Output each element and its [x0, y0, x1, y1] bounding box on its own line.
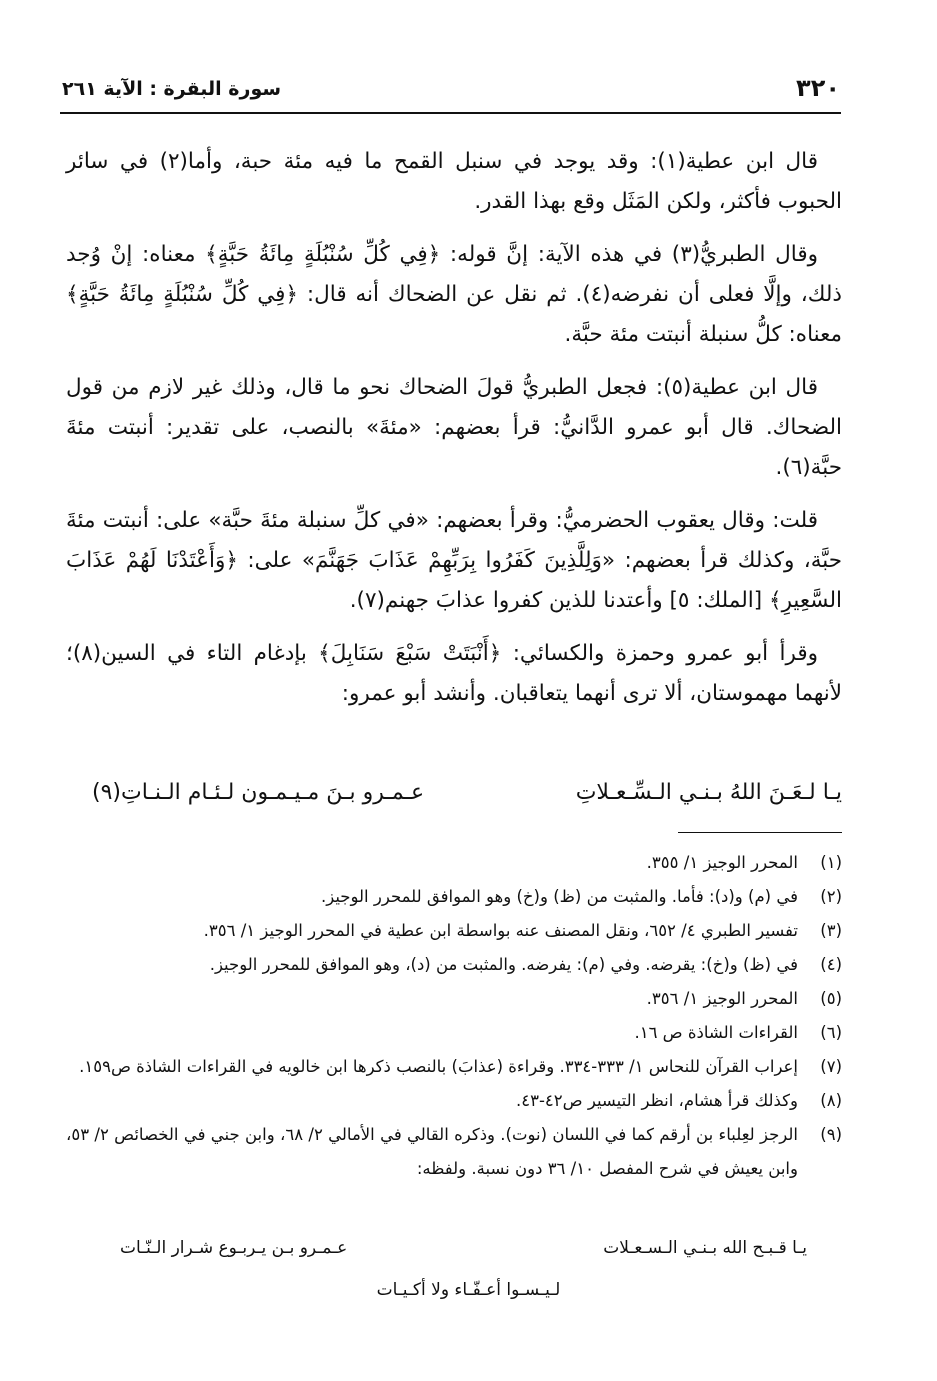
paragraph-1: قال ابن عطية(١): وقد يوجد في سنبل القمح ما فيه مئة حبة، وأما(٢) في سائر الحبوب فأكثر، ولكن المَثَل وقع بهذا القدر. — [66, 149, 842, 214]
footnote-number: (٣) — [820, 921, 842, 940]
footnote-verse-line-2: لـيـسـوا أعـفّـاء ولا أكـيـات — [376, 1280, 561, 1300]
footnote — [66, 880, 842, 914]
footnote-text: المحرر الوجيز ١/ ٣٥٦. — [646, 989, 798, 1008]
footnote-verse — [120, 1238, 807, 1268]
paragraph-4: قلت: وقال يعقوب الحضرميُّ: وقرأ بعضهم: «في كلِّ سنبلة مئةَ حبَّة» على: أنبتت مئةَ حبَّة، وكذلك قرأ بعضهم: «وَلِلَّذِينَ كَفَرُوا بِرَبِّهِمْ عَذَابَ جَهَنَّمَ» على: ﴿وَأَعْتَدْنَا لَهُمْ عَذَابَ السَّعِيرِ﴾ [الملك: ٥] وأعتدنا للذين كفروا عذابَ جهنم(٧). — [66, 508, 842, 613]
footnote-number: (٥) — [820, 989, 842, 1008]
footnote-number: (١) — [820, 853, 842, 872]
paragraph-5: وقرأ أبو عمرو وحمزة والكسائي: ﴿أَنْبَتَتْ سَبْعَ سَنَابِلَ﴾ بإدغام التاء في السين(٨)؛ لأنهما مهموستان، ألا ترى أنهما يتعاقبان. وأنشد أبو عمرو: — [66, 641, 842, 706]
footnote — [66, 1016, 842, 1050]
footnote-text: الرجز لعِلباء بن أرقم كما في اللسان (نوت). وذكره القالي في الأمالي ٢/ ٦٨، وابن جني في الخصائص ٢/ ٥٣، وابن يعيش في شرح المفصل ١٠/ ٣٦ دون نسبة. ولفظه: — [66, 1125, 799, 1178]
footnote-number: (٩) — [820, 1125, 842, 1144]
footnote-verse-hemistich-2: عـمـرو بـن يـربـوع شـرار الـنّـات — [120, 1238, 348, 1258]
footnote-text: القراءات الشاذة ص ١٦. — [634, 1023, 798, 1042]
footnote-text: وكذلك قرأ هشام، انظر التيسير ص٤٢-٤٣. — [515, 1091, 798, 1110]
poetry-verse — [92, 780, 842, 820]
footnote — [66, 1084, 842, 1118]
verse-hemistich-1: يـا لـعَـنَ اللهُ بـنـي الـسِّـعـلاتِ — [575, 780, 842, 805]
footnote — [66, 1050, 842, 1084]
footnote-number: (٧) — [820, 1057, 842, 1076]
footnote — [66, 914, 842, 948]
footnote-text: إعراب القرآن للنحاس ١/ ٣٣٣-٣٣٤. وقراءة (عذابَ) بالنصب ذكرها ابن خالويه في القراءات الشاذة ص١٥٩. — [79, 1057, 798, 1076]
footnote — [66, 982, 842, 1016]
footnote-number: (٢) — [820, 887, 842, 906]
footnote-number: (٤) — [820, 955, 842, 974]
footnote-number: (٨) — [820, 1091, 842, 1110]
paragraph-2: وقال الطبريُّ(٣) في هذه الآية: إنَّ قوله: ﴿فِي كُلِّ سُنْبُلَةٍ مِائَةُ حَبَّةٍ﴾ معناه: إنْ وُجد ذلك، وإلَّا فعلى أن نفرضه(٤). ثم نقل عن الضحاك أنه قال: ﴿فِي كُلِّ سُنْبُلَةٍ مِائَةُ حَبَّةٍ﴾ معناه: كلُّ سنبلة أنبتت مئة حبَّة. — [66, 242, 842, 347]
footnote-text: تفسير الطبري ٤/ ٦٥٢، ونقل المصنف عنه بواسطة ابن عطية في المحرر الوجيز ١/ ٣٥٦. — [203, 921, 798, 940]
verse-hemistich-2: عـمـرو بـنَ مـيـمـون لـئـام الـنـاتِ(٩) — [92, 780, 425, 805]
header-divider — [60, 112, 841, 114]
footnote-verse-hemistich-1: يـا قـبـح الله بـنـي الـسـعـلات — [603, 1238, 807, 1258]
running-title: سورة البقرة : الآية ٢٦١ — [62, 78, 282, 100]
footnote-text: في (م) و(د): فأما. والمثبت من (ظ) و(خ) وهو الموافق للمحرر الوجيز. — [320, 887, 798, 906]
footnote — [66, 846, 842, 880]
footnote-text: في (ظ) و(خ): يقرضه. وفي (م): يفرضه. والمثبت من (د)، وهو الموافق للمحرر الوجيز. — [209, 955, 798, 974]
main-text — [66, 142, 842, 727]
footnote-text: المحرر الوجيز ١/ ٣٥٥. — [646, 853, 798, 872]
page-number: ٣٢٠ — [796, 74, 840, 102]
page-header — [62, 72, 840, 110]
footnote — [66, 1118, 842, 1186]
paragraph-3: قال ابن عطية(٥): فجعل الطبريُّ قولَ الضحاك نحو ما قال، وذلك غير لازم من قول الضحاك. قال أبو عمرو الدَّانيُّ: قرأ بعضهم: «مئةَ» بالنصب، على تقدير: أنبتت مئةَ حبَّة(٦). — [66, 375, 842, 480]
footnote-divider — [678, 832, 842, 833]
footnote-number: (٦) — [820, 1023, 842, 1042]
footnote — [66, 948, 842, 982]
footnotes — [66, 846, 842, 1186]
